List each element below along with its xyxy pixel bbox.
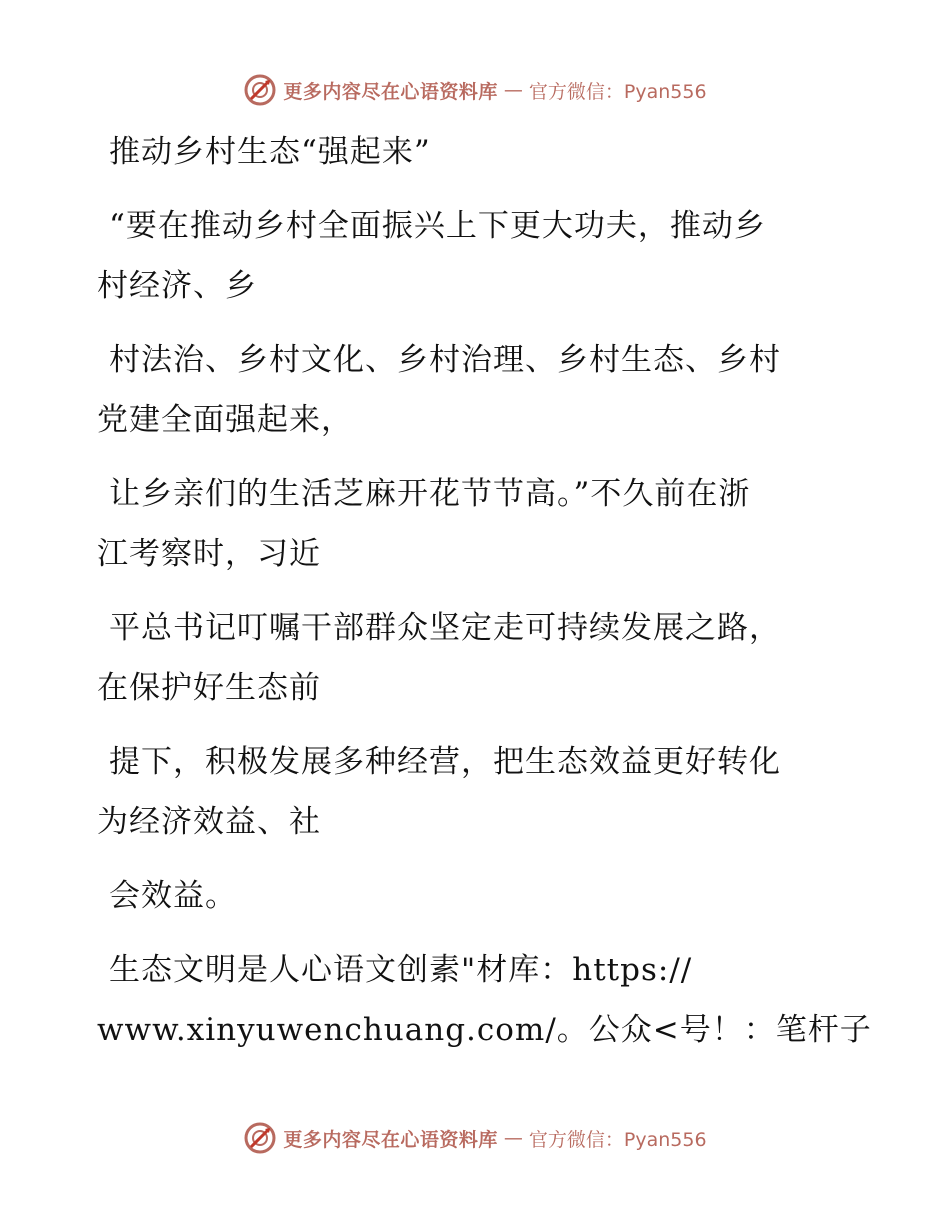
paragraph-line: “要在推动乡村全面振兴上下更大功夫，推动乡 [109,208,766,244]
paragraph-line: www.xinyuwenchuang.com/。公众<号！：笔杆子 [97,1012,872,1048]
header-separator: — [503,79,523,101]
header-wechat-text: 官方微信：Pyan556 [528,80,707,103]
paragraph-6 [97,866,837,926]
paragraph-line: 村法治、乡村文化、乡村治理、乡村生态、乡村 [109,342,781,378]
paragraph-line: 生态文明是人心语文创素"材库：https:// [109,952,693,988]
paragraph-line: 村经济、乡 [97,268,257,304]
brand-logo-icon [243,1121,277,1155]
footer-site-text: 更多内容尽在心语资料库 [283,1128,498,1151]
footer-separator: — [503,1127,523,1149]
paragraph-line: 会效益。 [109,878,237,914]
paragraph-4 [97,598,837,718]
document-title [97,122,837,182]
paragraph-line: 平总书记叮嘱干部群众坚定走可持续发展之路， [109,610,781,646]
paragraph-line: 江考察时，习近 [97,536,321,572]
paragraph-3 [97,464,837,584]
brand-logo-icon [243,73,277,107]
header-site-text: 更多内容尽在心语资料库 [283,80,498,103]
paragraph-line: 为经济效益、社 [97,804,321,840]
paragraph-line: 在保护好生态前 [97,670,321,706]
paragraph-line: 党建全面强起来， [97,402,353,438]
paragraph-5 [97,732,837,852]
title-line: 推动乡村生态“强起来” [109,134,431,170]
paragraph-line: 让乡亲们的生活芝麻开花节节高。”不久前在浙 [109,476,751,512]
paragraph-line: 提下，积极发展多种经营，把生态效益更好转化 [109,744,781,780]
paragraph-2 [97,330,837,450]
header-banner [0,70,950,110]
document-body [97,122,872,1074]
footer-banner [0,1118,950,1158]
paragraph-7 [97,940,872,1060]
paragraph-1 [97,196,837,316]
footer-wechat-text: 官方微信：Pyan556 [528,1128,707,1151]
